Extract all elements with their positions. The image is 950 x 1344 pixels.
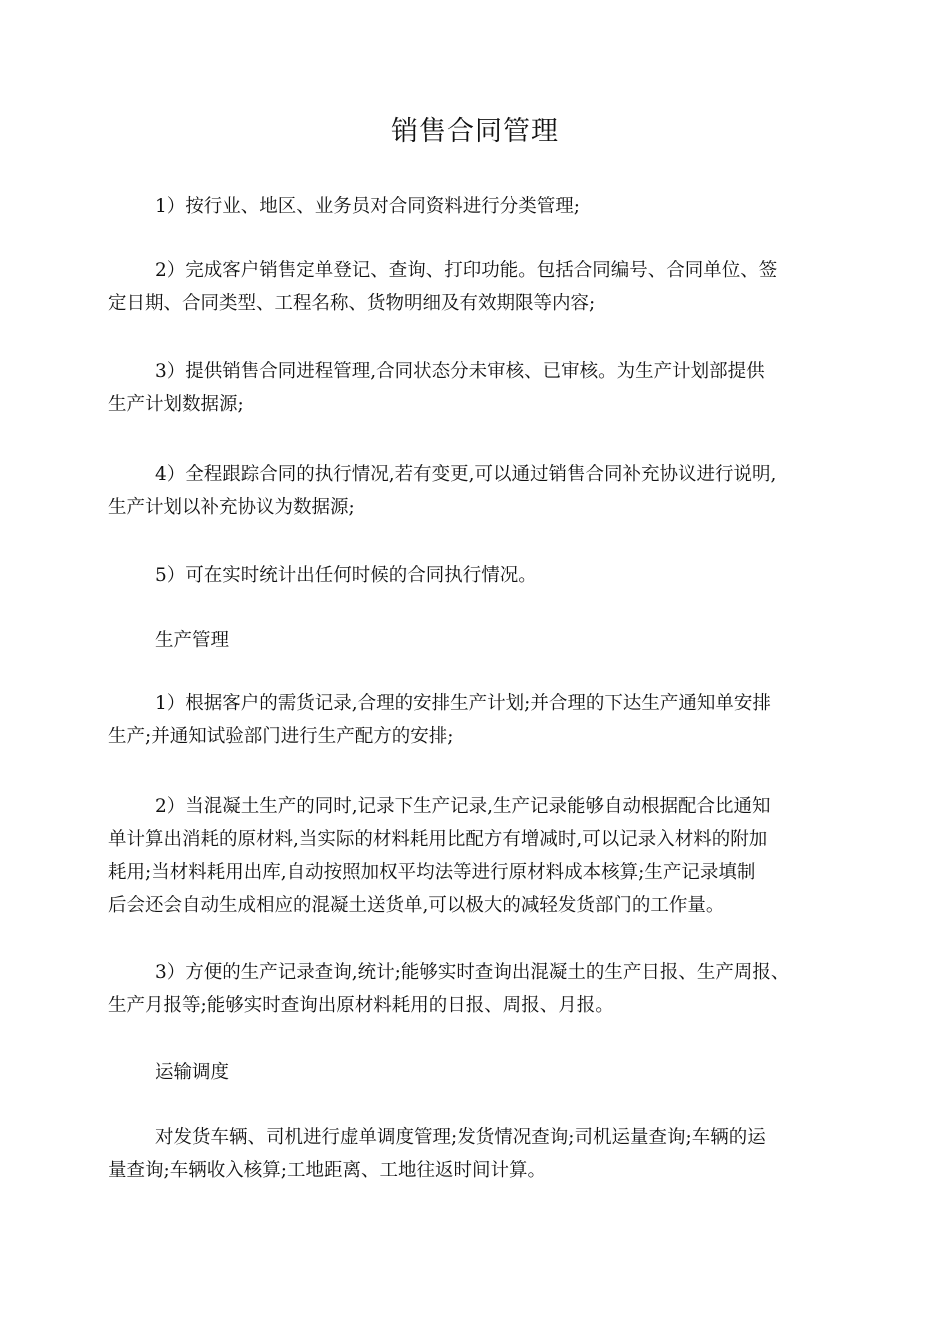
text-line: 2）当混凝土生产的同时,记录下生产记录,生产记录能够自动根据配合比通知 [155,796,771,817]
text-line: 3）提供销售合同进程管理,合同状态分未审核、已审核。为生产计划部提供 [155,361,765,382]
sales-item-3 [108,355,840,421]
text-line: 生产;并通知试验部门进行生产配方的安排; [108,726,454,747]
sales-item-1 [108,190,840,223]
section-heading-transport: 运输调度 [155,1062,230,1083]
text-line: 耗用;当材料耗用出库,自动按照加权平均法等进行原材料成本核算;生产记录填制 [108,862,756,883]
sales-item-5 [108,559,840,592]
production-item-3 [108,956,840,1022]
text-line: 对发货车辆、司机进行虚单调度管理;发货情况查询;司机运量查询;车辆的运 [155,1127,766,1148]
text-line: 生产月报等;能够实时查询出原材料耗用的日报、周报、月报。 [108,995,614,1016]
text-line: 生产计划数据源; [108,394,244,415]
page-title: 销售合同管理 [391,116,559,147]
sales-item-4 [108,458,840,524]
text-line: 5）可在实时统计出任何时候的合同执行情况。 [155,565,537,586]
text-line: 4）全程跟踪合同的执行情况,若有变更,可以通过销售合同补充协议进行说明, [155,464,777,485]
production-item-1 [108,687,840,753]
transport-item-1 [108,1121,840,1187]
text-line: 单计算出消耗的原材料,当实际的材料耗用比配方有增减时,可以记录入材料的附加 [108,829,768,850]
sales-item-2 [108,254,840,320]
text-line: 量查询;车辆收入核算;工地距离、工地往返时间计算。 [108,1160,546,1181]
text-line: 3）方便的生产记录查询,统计;能够实时查询出混凝土的生产日报、生产周报、 [155,962,790,983]
text-line: 定日期、合同类型、工程名称、货物明细及有效期限等内容; [108,293,596,314]
text-line: 1）根据客户的需货记录,合理的安排生产计划;并合理的下达生产通知单安排 [155,693,771,714]
text-line: 2）完成客户销售定单登记、查询、打印功能。包括合同编号、合同单位、签 [155,260,778,281]
text-line: 生产计划以补充协议为数据源; [108,497,355,518]
production-item-2 [108,790,840,922]
section-heading-production: 生产管理 [155,630,230,651]
text-line: 后会还会自动生成相应的混凝土送货单,可以极大的减轻发货部门的工作量。 [108,895,725,916]
text-line: 1）按行业、地区、业务员对合同资料进行分类管理; [155,196,581,217]
